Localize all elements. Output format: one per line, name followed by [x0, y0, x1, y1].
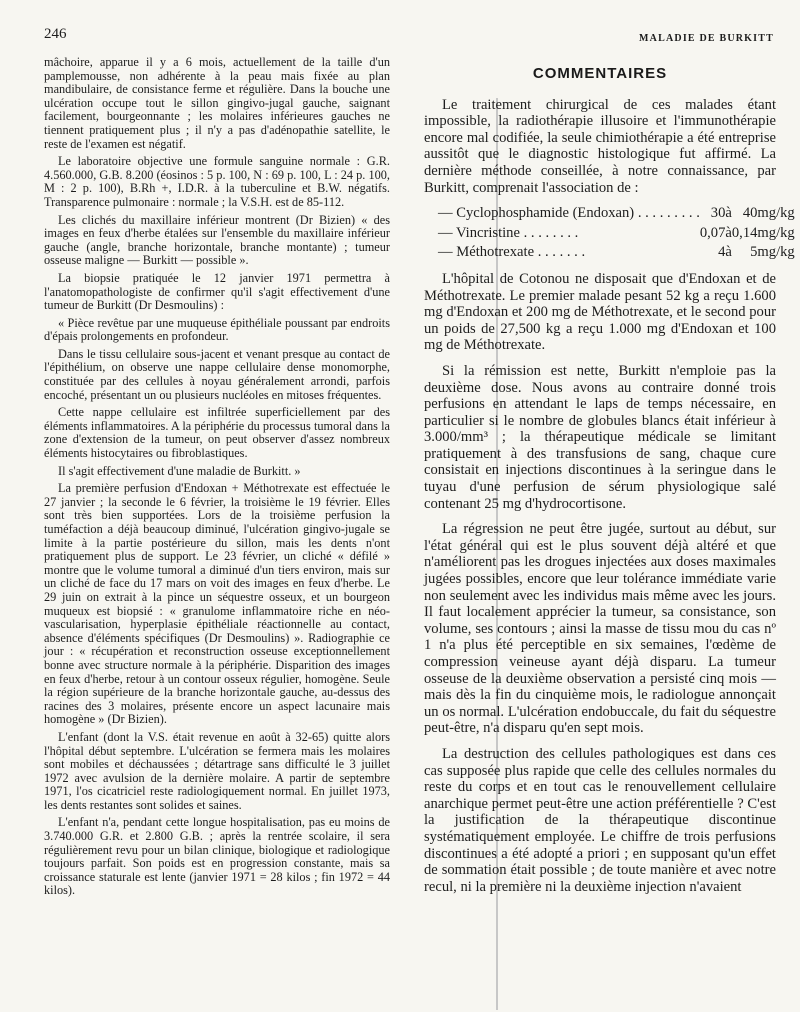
drug-name: — Vincristine . . . . . . . . — [438, 224, 579, 241]
running-head: MALADIE DE BURKITT — [639, 33, 774, 44]
left-paragraph: Le laboratoire objective une formule sanguine normale : G.R. 4.560.000, G.B. 8.200 (éosinos : 5 p. 100, N : 69 p. 100, L : 24 p. 100, M : 2 p. 100), B.Rh +, I.D.R. à la tuberculine et B.W. négatifs. Transparence pulmonaire : normale ; la V.S.H. est de 85-112. — [44, 154, 390, 209]
section-title: COMMENTAIRES — [532, 65, 668, 82]
drug-row — [424, 225, 795, 245]
right-paragraph: Si la rémission est nette, Burkitt n'emploie pas la deuxième dose. Nous avons au contraire donné trois perfusions en attendant le laps de temps nécessaire, en particulier si le nombre de globules blancs était inférieur à 3.000/mm³ ; la thérapeutique médicale se limitant pratiquement à des transfusions de sang, chaque cure consistait en injections discontinues à la seringue dans le tuyau d'une perfusion de sérum physiologique salé contenant 25 mg d'hydrocortisone. — [424, 362, 776, 512]
right-paragraph: Le traitement chirurgical de ces malades étant impossible, la radiothérapie illusoire et l'immunothérapie encore mal codifiée, la seule chimiothérapie a été entreprise aussitôt que le diagnostic histologique fut affirmé. La dernière méthode conseillée, à notre connaissance, par Burkitt, comprenait l'association de : — [424, 96, 776, 196]
left-paragraph: Cette nappe cellulaire est infiltrée superficiellement par des éléments inflammatoires. A la périphérie du processus tumoral dans la zone d'extension de la tumeur, on peut observer d'assez nombreux éléments histocytaires ou fibroblastiques. — [44, 405, 390, 461]
dose-separator: à — [725, 244, 732, 261]
dose-separator: à — [725, 224, 732, 241]
dose-to: 40 — [742, 205, 758, 222]
right-column — [424, 65, 795, 904]
dose-unit: mg/kg — [757, 205, 795, 222]
left-paragraph: Il s'agit effectivement d'une maladie de Burkitt. » — [58, 463, 301, 478]
left-paragraph: La biopsie pratiquée le 12 janvier 1971 permettra à l'anatomopathologiste de confirmer qu'il s'agit effectivement d'une tumeur de Burkitt (Dr Desmoulins) : — [44, 270, 390, 313]
dose-to: 0,14 — [731, 224, 758, 241]
dose-from: 30 — [710, 205, 726, 222]
dose-separator: à — [725, 205, 732, 222]
left-paragraph: La première perfusion d'Endoxan + Méthotrexate est effectuée le 27 janvier ; la seconde le 6 février, la troisième le 19 février. Elles sont très bien supportées. Lors de la troisième perfusion la tuméfaction a déjà beaucoup diminué, l'ulcération gingivo-jugale se limite à la partie postérieure du sillon, mais les dents n'ont pratiquement plus de support. Le 23 février, un cliché « défilé » montre que le volume tumoral a diminué d'un tiers environ, mais sur un cliché de face du 17 mars on voit des images en feux d'herbe. Le 29 juin on extrait à la pince un séquestre osseux, et un bourgeon muqueux est biopsié : « granulome inflammatoire riche en néo-vascularisation, hyperplasie épithéliale réactionnelle au contact, absence d'éléments spécifiques (Dr Desmoulins) ». Radiographie ce jour : « récupération et reconstruction osseuse exceptionnellement bonne avec structure normale à la périphérie. Disparition des images en feux d'herbe, retour à un contour osseux régulier, homogène. Seule la région supérieure de la branche horizontale gauche, au-dessus des racines des 3 molaires, présente encore un aspect lacunaire mais homogène » (Dr Bizien). — [44, 481, 390, 727]
drug-row — [424, 244, 795, 264]
drug-name: — Méthotrexate . . . . . . . — [438, 244, 586, 261]
right-paragraph: L'hôpital de Cotonou ne disposait que d'Endoxan et de Méthotrexate. Le premier malade pesant 52 kg a reçu 1.600 mg d'Endoxan et 200 mg de Méthotrexate, et le second pour un poids de 27,500 kg a reçu 1.000 mg d'Endoxan et 100 mg de Méthotrexate. — [424, 270, 776, 354]
left-paragraph: Dans le tissu cellulaire sous-jacent et venant presque au contact de l'épithélium, on observe une nappe cellulaire dense monomorphe, constituée par des cellules à noyau généralement arrondi, parfois encoché, présentant un ou plusieurs nucléoles en mitoses fréquentes. — [44, 346, 390, 402]
left-paragraph: mâchoire, apparue il y a 6 mois, actuellement de la taille d'un pamplemousse, non adhérente à la peau mais fixée au plan mandibulaire, de consistance ferme et régulière. Dans la bouche une ulcération occupe tout le sillon gingivo-jugal gauche, saignant facilement, bourgeonnante ; les molaires inférieures gauches ne tiennent pratiquement plus ; il n'y a pas d'adénopathie satellite, le reste de l'examen est négatif. — [44, 55, 390, 151]
drug-table — [424, 205, 795, 264]
drug-row — [424, 205, 795, 225]
page-number: 246 — [44, 26, 67, 42]
right-paragraph: La régression ne peut être jugée, surtout au début, sur l'état général qui est le plus souvent déjà altéré et que n'améliorent pas les drogues injectées aux doses maximales jugées possibles, encore que leur tolérance immédiate varie non seulement avec les individus mais même avec les jours. Il faut localement apprécier la tumeur, sa consistance, son volume, ses contours ; ainsi la masse de tissu mou du cas nº 1 n'a plus été perceptible en six semaines, l'œdème de compression veineuse ayant déjà disparu. La tumeur osseuse de la deuxième observation a persisté cinq mois — mais dès la fin du cinquième mois, le radiologue annonçait un os normal. L'ulcération endobuccale, du fait du séquestre peut-être, n'a disparu qu'en sept mois. — [424, 521, 776, 737]
dose-unit: mg/kg — [757, 244, 795, 261]
left-paragraph: L'enfant (dont la V.S. était revenue en août à 32-65) quitte alors l'hôpital début septembre. L'ulcération se fermera mais les molaires sont mobiles et déchaussées ; détartrage sans difficulté le 3 juillet 1972 avec avulsion de la dernière molaire. A partir de septembre 1971, l'os cicatriciel reste radiologiquement normal. En juillet 1973, les dents restantes sont solides et saines. — [44, 729, 390, 812]
dose-from: 4 — [718, 244, 726, 261]
dose-to: 5 — [750, 244, 758, 261]
right-paragraph: La destruction des cellules pathologiques est dans ces cas supposée plus rapide que celle des cellules normales du reste du corps et en tout cas le renouvellement cellulaire anarchique permet peut-être une action préférentielle ? C'est la justification de la thérapeutique discontinue systématiquement employée. Le chiffre de trois perfusions discontinues a été adopté a priori ; en supposant qu'un effet de sommation était possible ; de toute manière et avec notre recul, ni la première ni la deuxième injection n'avaient — [424, 745, 776, 895]
dose-from: 0,07 — [699, 224, 726, 241]
drug-name: — Cyclophosphamide (Endoxan) . . . . . . . . . — [438, 205, 700, 222]
left-column — [44, 56, 390, 902]
dose-unit: mg/kg — [757, 224, 795, 241]
left-paragraph: « Pièce revêtue par une muqueuse épithéliale poussant par endroits d'épais prolongements en profondeur. — [44, 315, 390, 344]
left-paragraph: L'enfant n'a, pendant cette longue hospitalisation, pas eu moins de 3.740.000 G.R. et 2.800 G.B. ; après la rentrée scolaire, il sera régulièrement revu pour un bilan clinique, biologique et radiologique toujours parfait. Son poids est en progression constante, mais sa croissance staturale est lente (janvier 1971 = 28 kilos ; fin 1972 = 44 kilos). — [44, 815, 390, 898]
left-paragraph: Les clichés du maxillaire inférieur montrent (Dr Bizien) « des images en feux d'herbe étalées sur l'ensemble du maxillaire inférieur gauche (angle, branche horizontale, branche montante) ; tumeur osseuse maligne — Burkitt — possible ». — [44, 212, 390, 268]
